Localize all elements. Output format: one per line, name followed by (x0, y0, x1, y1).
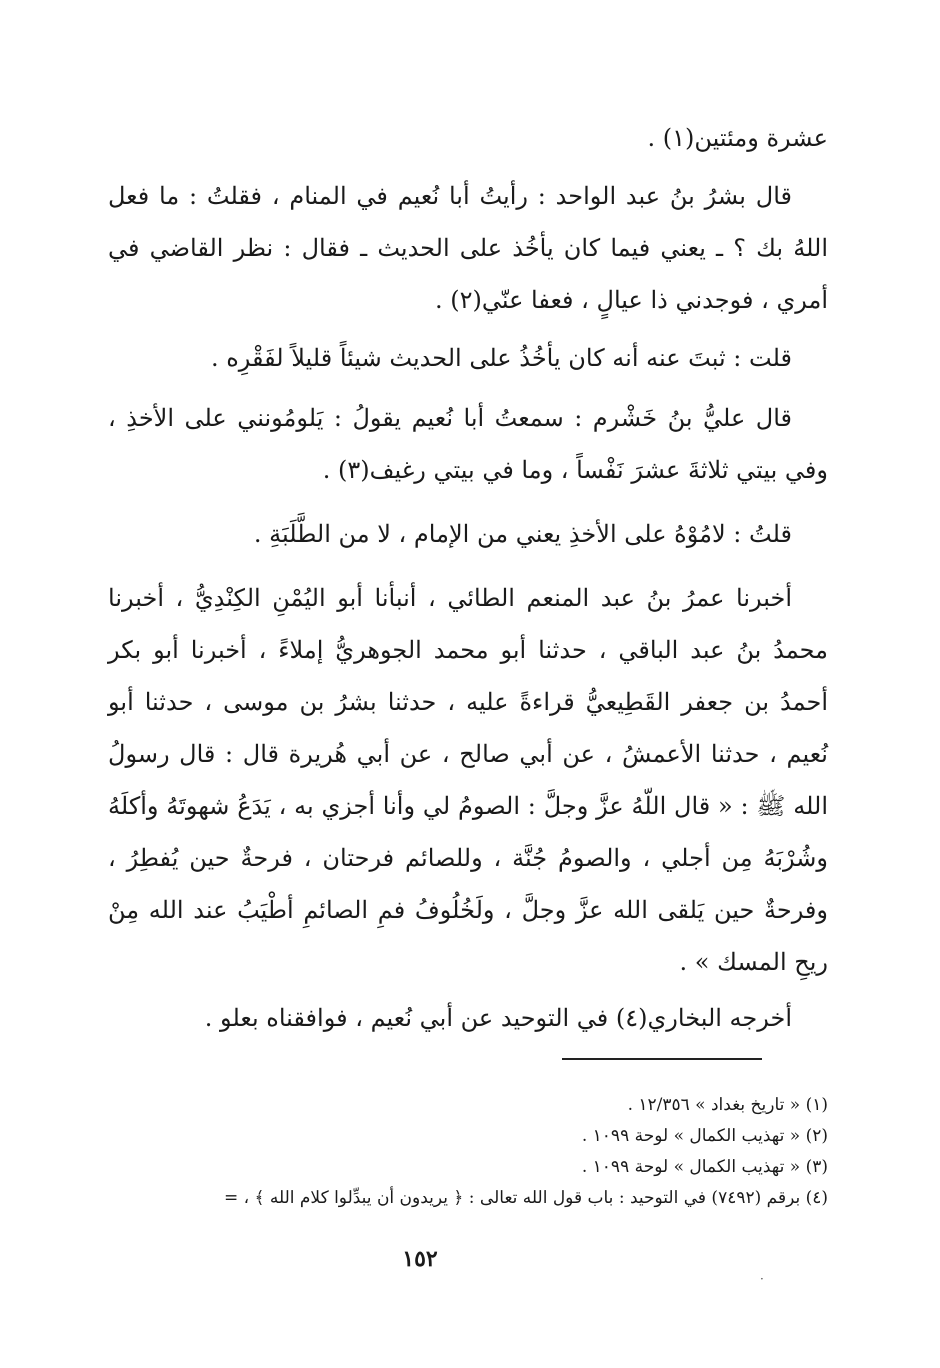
footnotes (110, 1090, 828, 1214)
paragraph-6: أخبرنا عمرُ بنُ عبد المنعم الطائي ، أنبأنا أبو اليُمْنِ الكِنْدِيُّ ، أخبرنا محمدُ بنُ عبد الباقي ، حدثنا أبو محمد الجوهريُّ إملاءً ، أخبرنا أبو بكر أحمدُ بن جعفر القَطِيعيُّ قراءةً عليه ، حدثنا بشرُ بن موسى ، حدثنا أبو نُعيم ، حدثنا الأعمشُ ، عن أبي صالح ، عن أبي هُريرة قال : قال رسولُ الله ﷺ : « قال اللّهُ عزَّ وجلَّ : الصومُ لي وأنا أجزي به ، يَدَعُ شهوتَهُ وأكلَهُ وشُرْبَهُ مِن أجلي ، والصومُ جُنَّة ، وللصائم فرحتان ، فرحةٌ حين يُفطِرُ ، وفرحةٌ حين يَلقى الله عزَّ وجلَّ ، ولَخُلُوفُ فمِ الصائمِ أطْيَبُ عند الله مِنْ ريحِ المسك » . (108, 584, 828, 976)
paragraph-2: قال بشرُ بنُ عبد الواحد : رأيتُ أبا نُعيم في المنام ، فقلتُ : ما فعل اللهُ بك ؟ ـ يعني فيما كان يأخُذ على الحديث ـ فقال : نظر القاضي في أمري ، فوجدني ذا عيالٍ ، فعفا عنّي(٢) . (108, 182, 828, 314)
main-text (108, 112, 828, 1044)
paragraph-5: قلتُ : لامُوْهُ على الأخذِ يعني من الإمام ، لا من الطَّلَبَةِ . (253, 520, 792, 548)
paragraph-1: عشرة ومئتين(١) . (647, 124, 828, 152)
paragraph-7: أخرجه البخاري(٤) في التوحيد عن أبي نُعيم ، فوافقناه بعلو . (204, 1004, 792, 1032)
page-number: ١٥٢ (402, 1246, 438, 1272)
footnote-1: (١) « تاريخ بغداد » ١٢/٣٥٦ . (627, 1095, 828, 1115)
footnote-4: (٤) برقم (٧٤٩٢) في التوحيد : باب قول الله تعالى : ﴿ يريدون أن يبدِّلوا كلام الله ﴾ ، = (223, 1188, 828, 1208)
footnote-divider (562, 1058, 762, 1060)
scan-speck-mark: · (760, 1272, 764, 1286)
paragraph-4: قال عليُّ بنُ خَشْرم : سمعتُ أبا نُعيم يقولُ : يَلومُونني على الأخذِ ، وفي بيتي ثلاثةَ عشرَ نَفْساً ، وما في بيتي رغيف(٣) . (108, 404, 828, 484)
footnote-3: (٣) « تهذيب الكمال » لوحة ١٠٩٩ . (581, 1157, 828, 1177)
paragraph-3: قلت : ثبتَ عنه أنه كان يأخُذُ على الحديث شيئاً قليلاً لفَقْرِه . (210, 344, 792, 372)
footnote-2: (٢) « تهذيب الكمال » لوحة ١٠٩٩ . (581, 1126, 828, 1146)
